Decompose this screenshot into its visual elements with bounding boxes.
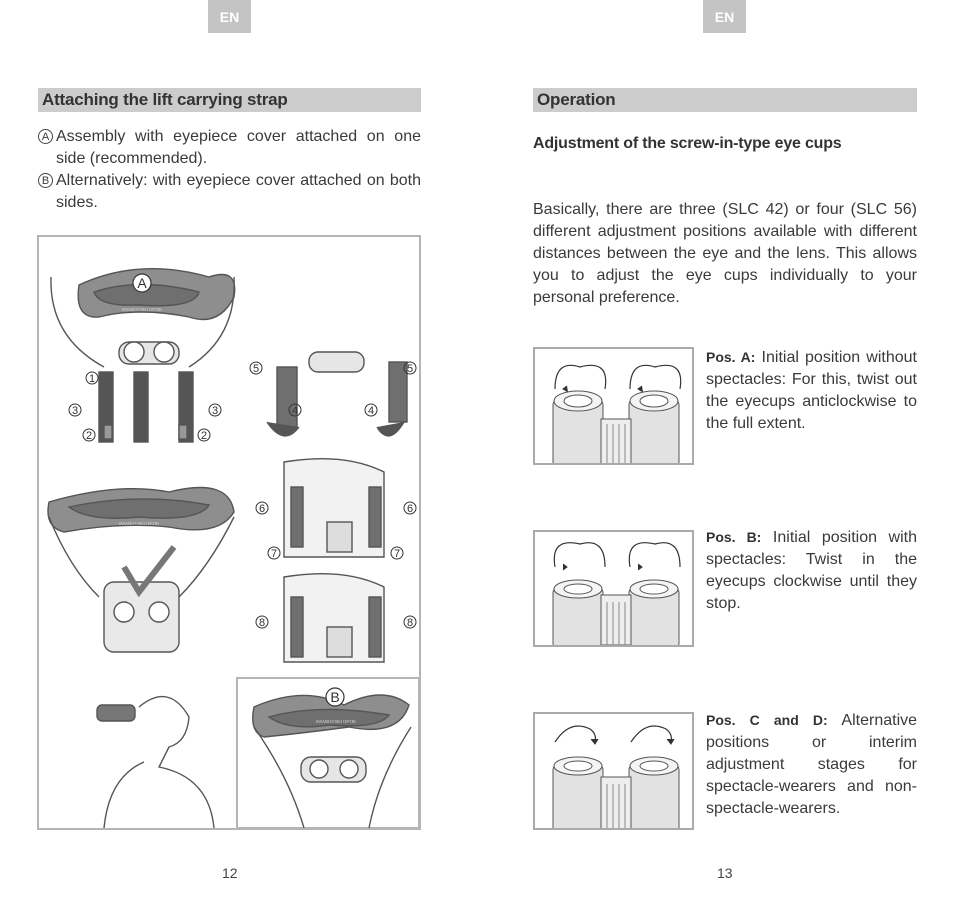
position-b-text	[706, 526, 917, 615]
instruction-list	[38, 126, 421, 214]
svg-text:4: 4	[367, 405, 375, 417]
position-cd-text	[706, 709, 917, 820]
marker-a: A	[38, 129, 53, 144]
svg-text:1: 1	[88, 373, 96, 385]
svg-text:8: 8	[258, 617, 266, 629]
svg-text:7: 7	[270, 548, 278, 560]
position-b-label: Pos. B:	[706, 529, 762, 545]
strap-drawing	[39, 237, 419, 828]
svg-text:5: 5	[406, 363, 414, 375]
list-item	[38, 126, 421, 170]
position-cd-label: Pos. C and D:	[706, 712, 828, 728]
section-title: Attaching the lift carrying strap	[38, 88, 421, 112]
label-b: B	[330, 689, 340, 705]
language-tab: EN	[208, 0, 251, 33]
page-number: 12	[222, 865, 238, 881]
strap-brand-a: SWAROVSKI OPTIK	[121, 307, 163, 312]
language-tab: EN	[703, 0, 746, 33]
position-b-description: Initial position with spectacles: Twist in the eyecups clockwise until they stop.	[706, 529, 917, 612]
svg-text:6: 6	[258, 503, 266, 515]
strap-brand-b: SWAROVSKI OPTIK	[315, 719, 357, 724]
svg-text:3: 3	[71, 405, 79, 417]
svg-text:2: 2	[200, 430, 208, 442]
subheading: Adjustment of the screw-in-type eye cups	[533, 135, 842, 152]
svg-text:7: 7	[393, 548, 401, 560]
list-item-text: Alternatively: with eyepiece cover attached on both sides.	[56, 172, 421, 211]
svg-text:6: 6	[406, 503, 414, 515]
eyecup-image-pos-b	[533, 530, 694, 647]
intro-paragraph: Basically, there are three (SLC 42) or four (SLC 56) different adjustment positions available with different distances between the eye and the lens. This allows you to adjust the eye cups individually to your personal preference.	[533, 201, 917, 306]
svg-text:3: 3	[211, 405, 219, 417]
svg-text:8: 8	[406, 617, 414, 629]
list-item-text: Assembly with eyepiece cover attached on one side (recommended).	[56, 128, 421, 167]
strap-illustration	[37, 235, 421, 830]
position-a-label: Pos. A:	[706, 349, 756, 365]
position-a-description: Initial position without spectacles: For this, twist out the eyecups anticlockwise to the full extent.	[706, 349, 917, 432]
strap-brand-worn: SWAROVSKI OPTIK	[118, 521, 160, 526]
marker-b: B	[38, 173, 53, 188]
svg-text:4: 4	[291, 405, 299, 417]
position-a-text	[706, 346, 917, 435]
svg-text:2: 2	[85, 430, 93, 442]
eyecup-image-pos-a	[533, 347, 694, 465]
list-item	[38, 170, 421, 214]
section-title: Operation	[533, 88, 917, 112]
page-number: 13	[717, 865, 733, 881]
position-cd-description: Alternative positions or interim adjustment stages for spectacle-wearers and non-spectacle-wearers.	[706, 712, 918, 817]
svg-text:5: 5	[252, 363, 260, 375]
eyecup-image-pos-cd	[533, 712, 694, 830]
label-a: A	[137, 275, 147, 291]
